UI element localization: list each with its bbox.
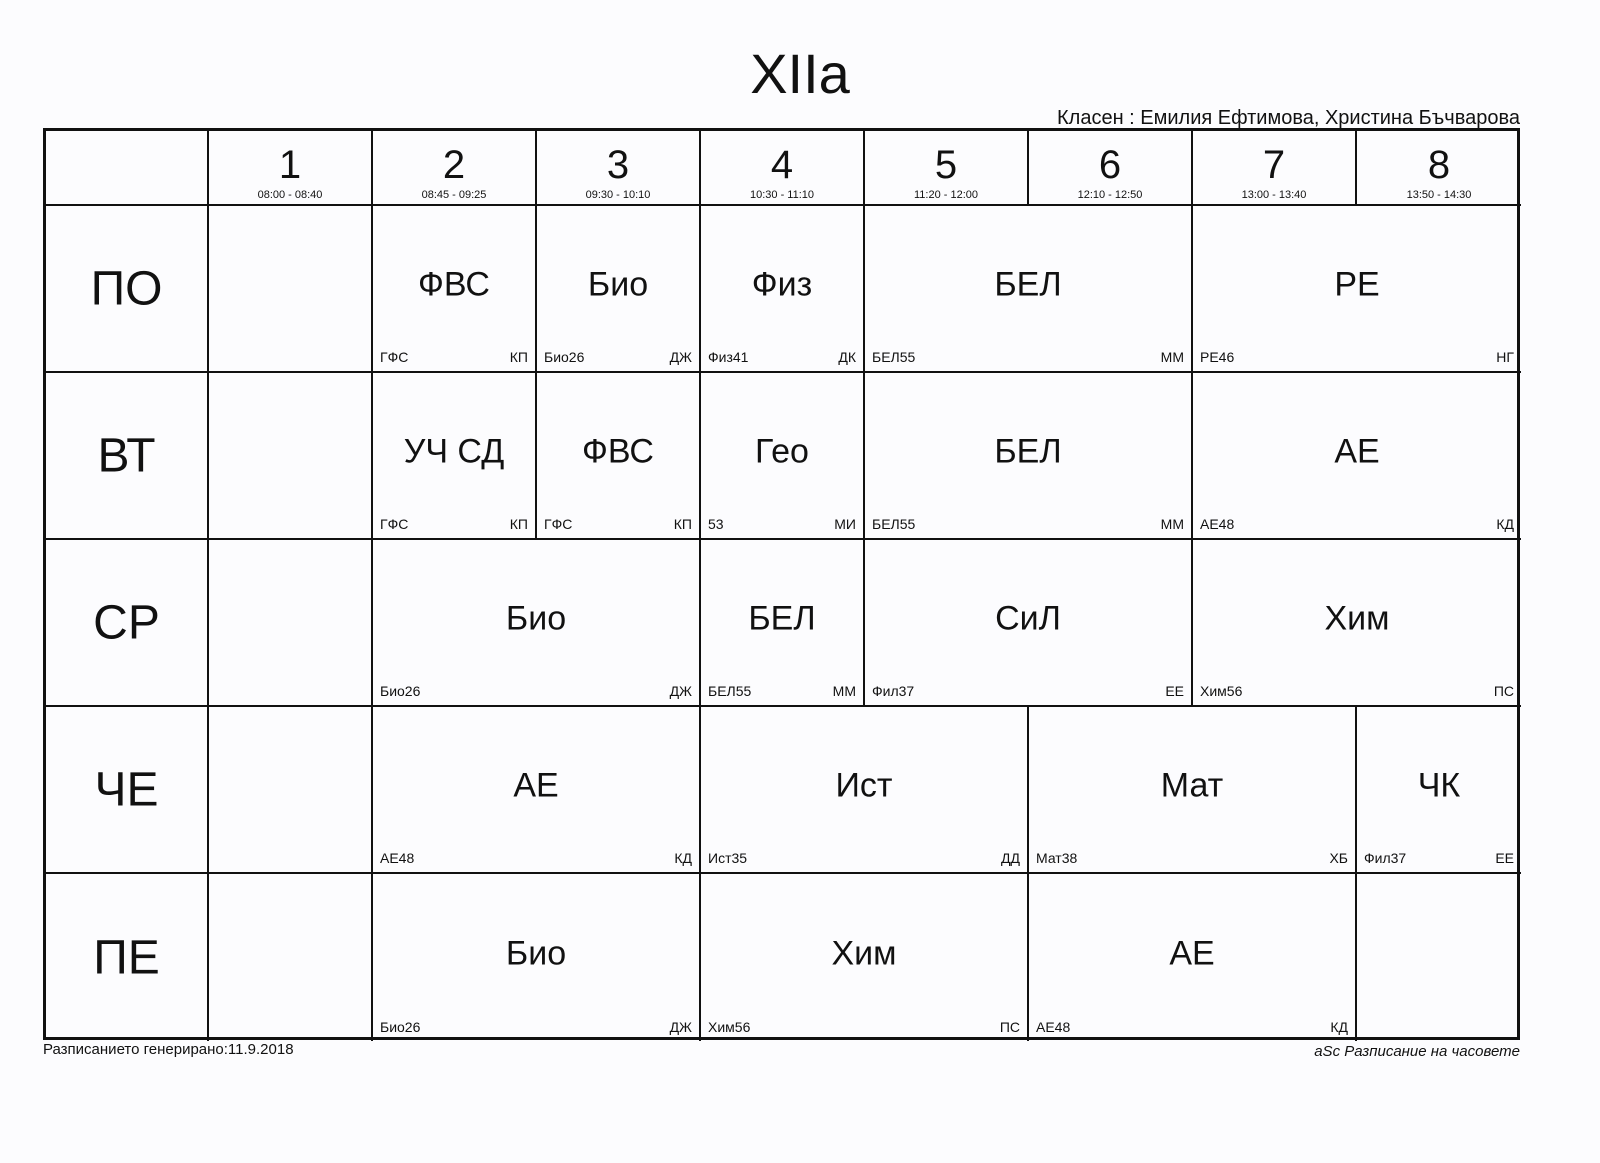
- lesson-cell: [373, 540, 701, 707]
- lesson-teacher: КП: [509, 516, 528, 532]
- lesson-teacher: МИ: [834, 516, 856, 532]
- lesson-room: Био26: [544, 349, 585, 365]
- lesson-subject: Хим: [1324, 599, 1390, 638]
- period-header-5: [865, 131, 1029, 206]
- period-number: 5: [934, 143, 958, 187]
- day-cell: [46, 206, 209, 373]
- lesson-cell: [865, 373, 1193, 540]
- lesson-teacher: КД: [1330, 1019, 1348, 1035]
- lesson-teacher: ПС: [1493, 683, 1514, 699]
- class-title: XIIa: [750, 42, 850, 105]
- period-time: 13:50 - 14:30: [1406, 189, 1472, 201]
- lesson-room: ГФС: [544, 516, 573, 532]
- lesson-subject: РЕ: [1334, 265, 1380, 304]
- day-label: ПЕ: [93, 931, 160, 984]
- lesson-room: БЕЛ55: [872, 349, 916, 365]
- lesson-cell: [373, 874, 701, 1041]
- timetable-grid: [43, 128, 1520, 1040]
- lesson-room: РЕ46: [1200, 349, 1235, 365]
- period-header-3: [537, 131, 701, 206]
- lesson-subject: Физ: [751, 265, 813, 304]
- period-number: 6: [1098, 143, 1122, 187]
- lesson-subject: ФВС: [418, 265, 490, 304]
- lesson-cell: [1193, 540, 1521, 707]
- lesson-teacher: ДК: [838, 349, 856, 365]
- lesson-teacher: ДЖ: [669, 349, 692, 365]
- day-cell: [46, 373, 209, 540]
- empty-lesson-cell: [209, 373, 373, 540]
- lesson-cell: [537, 206, 701, 373]
- lesson-teacher: НГ: [1496, 349, 1514, 365]
- lesson-teacher: ЕЕ: [1165, 683, 1184, 699]
- lesson-subject: ЧК: [1417, 766, 1461, 805]
- period-header-7: [1193, 131, 1357, 206]
- period-header-8: [1357, 131, 1521, 206]
- lesson-room: Ист35: [708, 850, 748, 866]
- day-cell: [46, 540, 209, 707]
- lesson-teacher: ДЖ: [669, 1019, 692, 1035]
- lesson-teacher: КП: [509, 349, 528, 365]
- lesson-teacher: КД: [674, 850, 692, 866]
- lesson-room: АЕ48: [1200, 516, 1235, 532]
- lesson-room: ГФС: [380, 516, 409, 532]
- period-header-4: [701, 131, 865, 206]
- lesson-room: Хим56: [708, 1019, 751, 1035]
- lesson-subject: УЧ СД: [403, 432, 505, 471]
- period-time: 13:00 - 13:40: [1241, 189, 1307, 201]
- period-number: 8: [1427, 143, 1451, 187]
- lesson-cell: [865, 206, 1193, 373]
- day-label: ПО: [90, 262, 163, 315]
- lesson-subject: БЕЛ: [748, 599, 816, 638]
- period-header-2: [373, 131, 537, 206]
- lesson-room: БЕЛ55: [872, 516, 916, 532]
- day-label: ЧЕ: [94, 763, 159, 816]
- lesson-teacher: ЕЕ: [1495, 850, 1514, 866]
- day-label: ВТ: [97, 429, 156, 482]
- lesson-room: АЕ48: [1036, 1019, 1071, 1035]
- period-time: 08:00 - 08:40: [257, 189, 323, 201]
- lesson-room: Фил37: [872, 683, 915, 699]
- lesson-room: 53: [708, 516, 724, 532]
- lesson-teacher: ДД: [1001, 850, 1020, 866]
- lesson-teacher: ПС: [999, 1019, 1020, 1035]
- empty-lesson-cell: [209, 206, 373, 373]
- lesson-cell: [373, 373, 537, 540]
- lesson-cell: [701, 373, 865, 540]
- lesson-room: БЕЛ55: [708, 683, 752, 699]
- lesson-cell: [1193, 373, 1521, 540]
- lesson-subject: Хим: [831, 934, 897, 973]
- lesson-room: Био26: [380, 1019, 421, 1035]
- period-number: 7: [1262, 143, 1286, 187]
- lesson-subject: Мат: [1160, 766, 1224, 805]
- generated-date: Разписанието генерирано:11.9.2018: [43, 1041, 294, 1058]
- lesson-cell: [701, 540, 865, 707]
- lesson-subject: Био: [505, 934, 567, 973]
- lesson-subject: АЕ: [1334, 432, 1380, 471]
- empty-lesson-cell: [1357, 874, 1521, 1041]
- period-number: 1: [278, 143, 302, 187]
- lesson-teacher: ХБ: [1329, 850, 1348, 866]
- empty-lesson-cell: [209, 707, 373, 874]
- lesson-room: АЕ48: [380, 850, 415, 866]
- period-time: 10:30 - 11:10: [749, 189, 814, 201]
- lesson-teacher: ММ: [832, 683, 856, 699]
- period-time: 12:10 - 12:50: [1077, 189, 1143, 201]
- lesson-cell: [1357, 707, 1521, 874]
- lesson-subject: Био: [505, 599, 567, 638]
- period-time: 09:30 - 10:10: [585, 189, 651, 201]
- period-header-1: [209, 131, 373, 206]
- period-header-6: [1029, 131, 1193, 206]
- corner-cell: [46, 131, 209, 206]
- lesson-cell: [865, 540, 1193, 707]
- period-time: 11:20 - 12:00: [913, 189, 978, 201]
- period-number: 2: [442, 143, 466, 187]
- lesson-subject: ФВС: [582, 432, 654, 471]
- day-cell: [46, 707, 209, 874]
- lesson-subject: Био: [587, 265, 649, 304]
- lesson-subject: БЕЛ: [994, 265, 1062, 304]
- lesson-subject: Гео: [755, 432, 809, 471]
- lesson-cell: [701, 707, 1029, 874]
- period-number: 4: [770, 143, 794, 187]
- lesson-teacher: КП: [673, 516, 692, 532]
- lesson-room: Физ41: [708, 349, 749, 365]
- lesson-room: Мат38: [1036, 850, 1078, 866]
- class-teacher-label: Класен : Емилия Ефтимова, Христина Бъчварова: [1057, 107, 1520, 129]
- lesson-cell: [373, 707, 701, 874]
- lesson-teacher: ДЖ: [669, 683, 692, 699]
- lesson-cell: [701, 874, 1029, 1041]
- lesson-subject: СиЛ: [995, 599, 1061, 638]
- lesson-room: ГФС: [380, 349, 409, 365]
- empty-lesson-cell: [209, 874, 373, 1041]
- day-cell: [46, 874, 209, 1041]
- lesson-subject: БЕЛ: [994, 432, 1062, 471]
- lesson-room: Био26: [380, 683, 421, 699]
- lesson-cell: [701, 206, 865, 373]
- lesson-cell: [373, 206, 537, 373]
- empty-lesson-cell: [209, 540, 373, 707]
- lesson-teacher: ММ: [1160, 516, 1184, 532]
- lesson-cell: [1029, 874, 1357, 1041]
- period-time: 08:45 - 09:25: [421, 189, 487, 201]
- period-number: 3: [606, 143, 630, 187]
- software-credit: aSc Разписание на часовете: [1314, 1043, 1520, 1060]
- lesson-cell: [1029, 707, 1357, 874]
- day-label: СР: [93, 596, 160, 649]
- lesson-room: Фил37: [1364, 850, 1407, 866]
- lesson-room: Хим56: [1200, 683, 1243, 699]
- lesson-subject: АЕ: [513, 766, 559, 805]
- lesson-cell: [537, 373, 701, 540]
- lesson-teacher: ММ: [1160, 349, 1184, 365]
- lesson-subject: АЕ: [1169, 934, 1215, 973]
- lesson-teacher: КД: [1496, 516, 1514, 532]
- lesson-subject: Ист: [835, 766, 893, 805]
- lesson-cell: [1193, 206, 1521, 373]
